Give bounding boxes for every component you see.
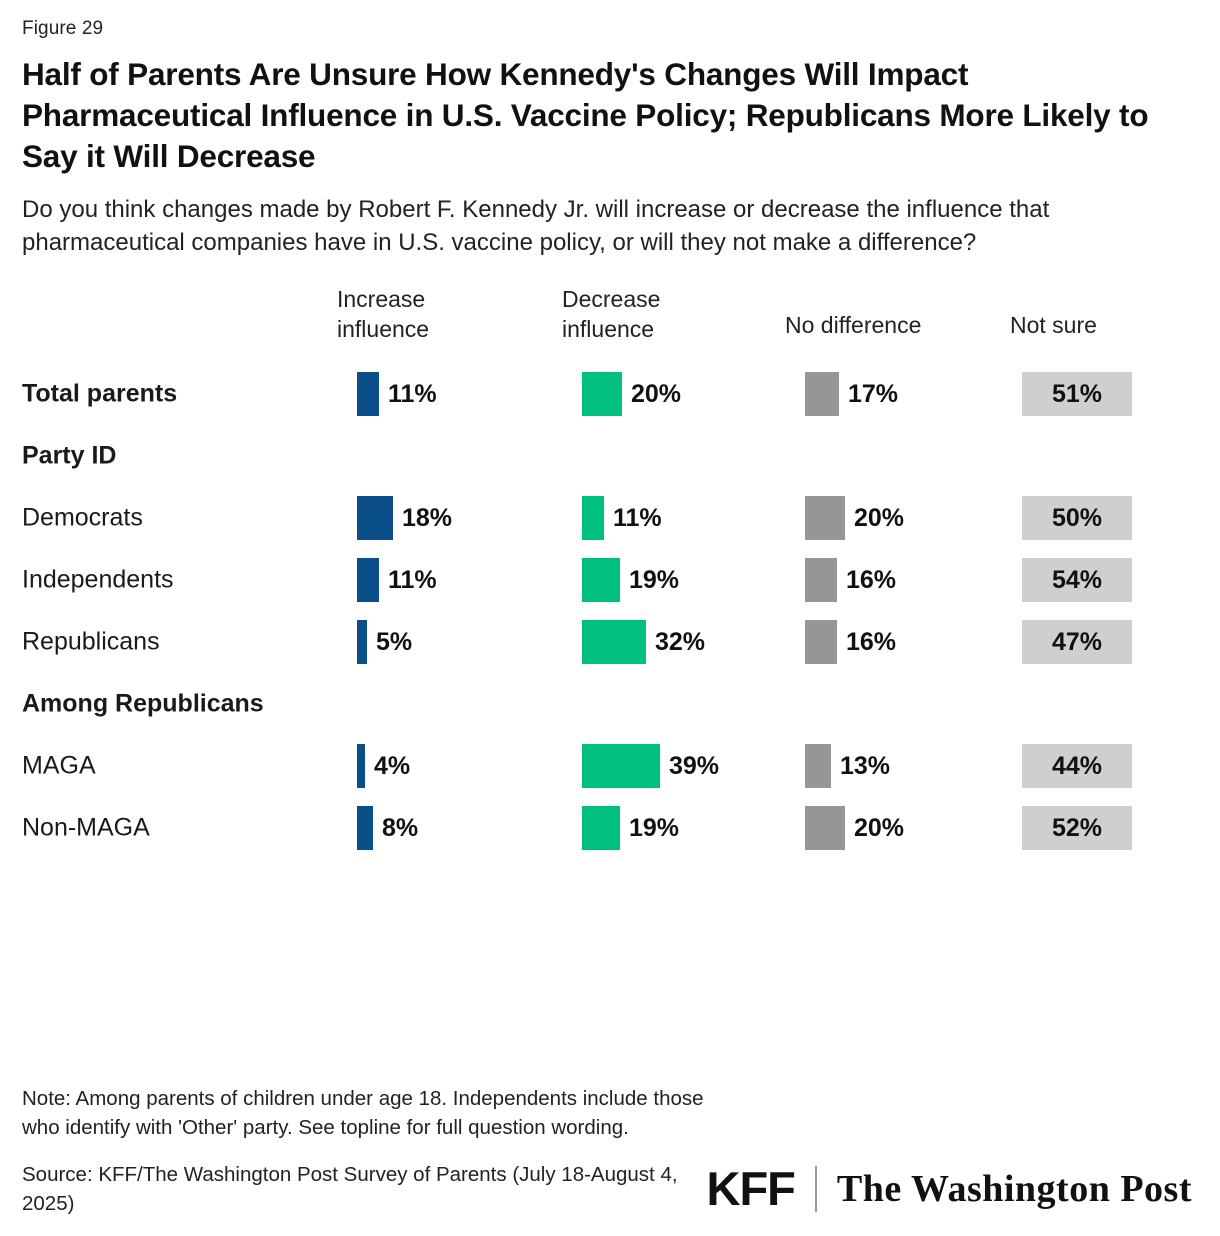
chart-row-republicans xyxy=(22,611,1198,673)
bar-cell-no-difference xyxy=(805,558,896,602)
bar-no-difference xyxy=(805,806,845,850)
bar-value-not-sure: 51% xyxy=(1051,379,1103,408)
bar-cell-decrease xyxy=(582,806,679,850)
bar-increase xyxy=(357,806,373,850)
row-label: Total parents xyxy=(22,379,178,408)
bar-cell-no-difference xyxy=(805,806,904,850)
bar-cell-no-difference xyxy=(805,744,890,788)
column-header-increase: Increase influence xyxy=(337,286,430,342)
bar-cell-decrease xyxy=(582,496,662,540)
bar-cell-not-sure xyxy=(1022,744,1132,788)
bar-cell-decrease xyxy=(582,372,681,416)
bar-cell-increase xyxy=(357,496,452,540)
bar-cell-no-difference xyxy=(805,620,896,664)
bar-value-not-sure: 52% xyxy=(1051,813,1103,842)
chart-row-total-parents xyxy=(22,363,1198,425)
bar-value-no-difference: 16% xyxy=(846,565,897,594)
chart-row-maga xyxy=(22,735,1198,797)
bar-value-increase: 11% xyxy=(388,565,437,594)
chart-row-independents xyxy=(22,549,1198,611)
bar-cell-not-sure xyxy=(1022,620,1132,664)
bar-value-decrease: 32% xyxy=(655,627,706,656)
bar-value-increase: 4% xyxy=(374,751,411,780)
bar-increase xyxy=(357,744,365,788)
bar-cell-increase xyxy=(357,744,410,788)
row-label: Democrats xyxy=(22,503,143,532)
group-header-among-republicans xyxy=(22,673,1198,735)
chart-row-non-maga xyxy=(22,797,1198,859)
row-label: Independents xyxy=(22,565,174,594)
bar-cell-not-sure xyxy=(1022,496,1132,540)
bar-increase xyxy=(357,496,393,540)
chart-source: Source: KFF/The Washington Post Survey of Parents (July 18-August 4, 2025) xyxy=(22,1162,678,1215)
bar-no-difference xyxy=(805,744,831,788)
row-label: MAGA xyxy=(22,751,96,780)
bar-value-decrease: 19% xyxy=(629,565,680,594)
chart-area xyxy=(22,285,1198,859)
column-header-decrease: Decrease influence xyxy=(562,286,661,342)
bar-no-difference xyxy=(805,496,845,540)
bar-no-difference xyxy=(805,558,837,602)
bar-value-decrease: 11% xyxy=(613,503,662,532)
bar-value-increase: 5% xyxy=(376,627,413,656)
bar-cell-increase xyxy=(357,372,437,416)
bar-cell-not-sure xyxy=(1022,372,1132,416)
row-label: Republicans xyxy=(22,627,160,656)
figure-label: Figure 29 xyxy=(22,18,104,39)
bar-no-difference xyxy=(805,372,839,416)
bar-decrease xyxy=(582,558,620,602)
bar-cell-decrease xyxy=(582,558,679,602)
bar-cell-no-difference xyxy=(805,496,904,540)
bar-no-difference xyxy=(805,620,837,664)
group-label: Among Republicans xyxy=(22,689,264,718)
bar-cell-not-sure xyxy=(1022,806,1132,850)
bar-value-decrease: 20% xyxy=(631,379,682,408)
bar-cell-increase xyxy=(357,806,418,850)
kff-logo: KFF xyxy=(706,1162,795,1215)
bar-value-not-sure: 50% xyxy=(1051,503,1103,532)
bar-value-not-sure: 54% xyxy=(1051,565,1103,594)
column-headers xyxy=(22,285,1198,363)
group-header-party-id xyxy=(22,425,1198,487)
bar-cell-increase xyxy=(357,558,437,602)
chart-row-democrats xyxy=(22,487,1198,549)
row-label: Non-MAGA xyxy=(22,813,150,842)
figure-footer xyxy=(22,1084,1198,1218)
bar-decrease xyxy=(582,806,620,850)
column-header-no-difference: No difference xyxy=(785,312,922,339)
bar-increase xyxy=(357,372,379,416)
column-header-not-sure: Not sure xyxy=(1010,312,1097,339)
bar-cell-decrease xyxy=(582,744,719,788)
logo-divider xyxy=(815,1166,817,1212)
bar-value-increase: 11% xyxy=(388,379,437,408)
bar-value-no-difference: 17% xyxy=(848,379,899,408)
bar-cell-decrease xyxy=(582,620,705,664)
logo-group xyxy=(707,1161,1193,1216)
bar-cell-not-sure xyxy=(1022,558,1132,602)
bar-decrease xyxy=(582,744,660,788)
bar-increase xyxy=(357,558,379,602)
bar-cell-no-difference xyxy=(805,372,898,416)
bar-value-no-difference: 13% xyxy=(840,751,891,780)
bar-value-not-sure: 47% xyxy=(1051,627,1103,656)
bar-decrease xyxy=(582,496,604,540)
bar-increase xyxy=(357,620,367,664)
bar-decrease xyxy=(582,372,622,416)
group-label: Party ID xyxy=(22,441,117,470)
bar-cell-increase xyxy=(357,620,412,664)
bar-value-increase: 8% xyxy=(382,813,419,842)
bar-value-no-difference: 20% xyxy=(854,503,905,532)
bar-decrease xyxy=(582,620,646,664)
bar-value-no-difference: 20% xyxy=(854,813,905,842)
chart-note: Note: Among parents of children under age 18. Independents include those who identify with 'Other' party. See topline for full question wording. xyxy=(22,1086,704,1139)
bar-value-decrease: 39% xyxy=(669,751,720,780)
bar-value-increase: 18% xyxy=(402,503,453,532)
bar-value-no-difference: 16% xyxy=(846,627,897,656)
bar-value-decrease: 19% xyxy=(629,813,680,842)
washington-post-logo: The Washington Post xyxy=(836,1167,1192,1210)
chart-subtitle: Do you think changes made by Robert F. Kennedy Jr. will increase or decrease the influence that pharmaceutical companies have in U.S. vaccine policy, or will they not make a difference? xyxy=(22,195,1050,256)
bar-value-not-sure: 44% xyxy=(1051,751,1103,780)
page-title: Half of Parents Are Unsure How Kennedy's Changes Will Impact Pharmaceutical Influence in U.S. Vaccine Policy; Republicans More Likely to Say it Will Decrease xyxy=(22,56,1149,174)
